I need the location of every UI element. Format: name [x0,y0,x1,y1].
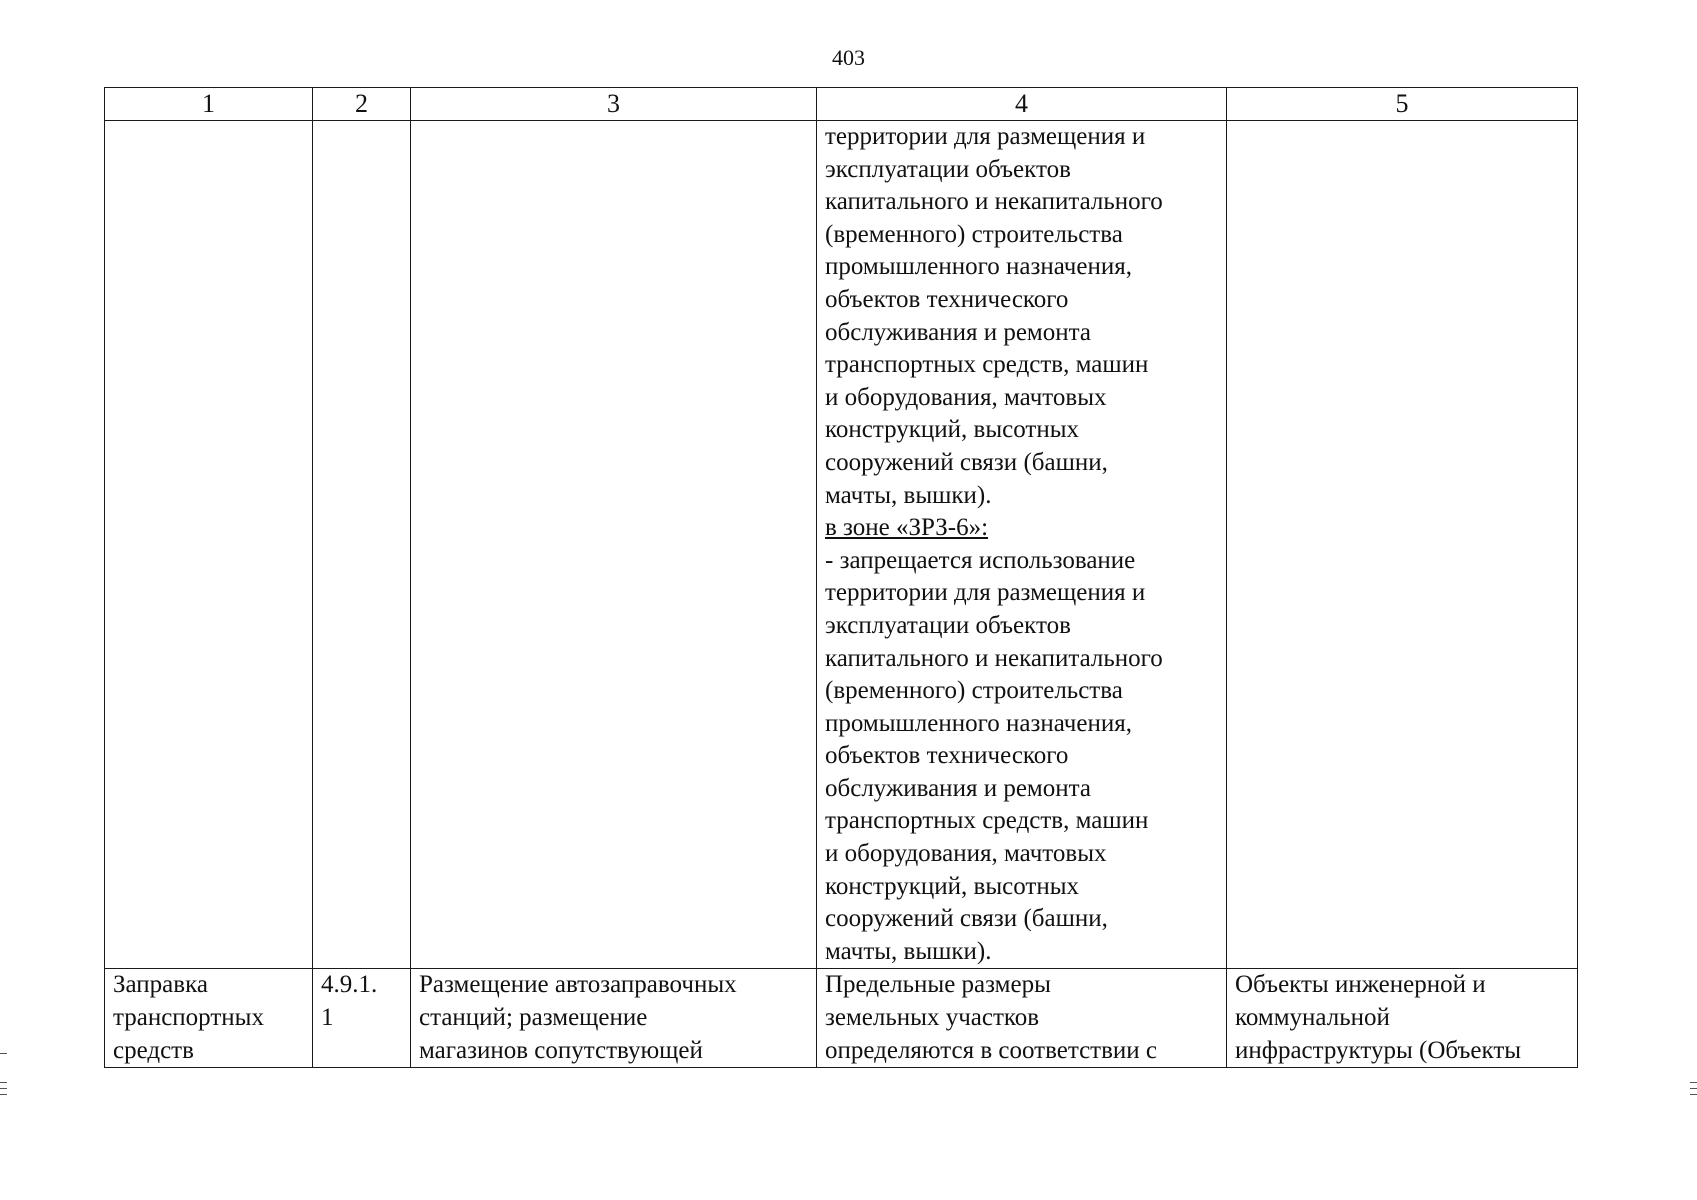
row1-col3 [411,121,817,969]
scan-mark [1690,1088,1697,1089]
row2-col3 [411,969,817,1068]
text-line: транспортных средств, машин [825,351,1149,379]
text-line: промышленного назначения, [825,709,1132,737]
row2-col2 [313,969,411,1068]
row1-col5 [1227,121,1578,969]
header-col-2: 2 [313,88,411,121]
text-line: эксплуатации объектов [825,611,1071,639]
text-line: капитального и некапитального [825,188,1163,216]
row1-col1 [105,121,313,969]
text-line: Объекты инженерной и [1235,971,1486,999]
text-line: (временного) строительства [825,677,1123,705]
text-line: коммунальной [1235,1004,1390,1032]
header-row [105,88,1578,121]
text-line: определяются в соответствии с [825,1036,1158,1064]
text-line: транспортных [113,1004,264,1032]
text-line: обслуживания и ремонта [825,318,1091,346]
regulation-table [104,87,1578,1068]
text-line: мачты, вышки). [825,937,992,965]
text-line: станций; размещение [419,1004,648,1032]
text-line: конструкций, высотных [825,872,1080,900]
scan-mark [1690,1094,1697,1095]
text-line: (временного) строительства [825,220,1123,248]
scan-mark [1690,1082,1697,1083]
text-line: промышленного назначения, [825,253,1132,281]
text-line: территории для размещения и [825,123,1146,150]
row1-col2 [313,121,411,969]
header-col-1: 1 [105,88,313,121]
text-line: сооружений связи (башни, [825,448,1108,476]
text-line: магазинов сопутствующей [419,1036,703,1064]
text-line: капитального и некапитального [825,644,1163,672]
text-line: эксплуатации объектов [825,155,1071,183]
scan-mark [0,1094,7,1095]
header-col-4: 4 [817,88,1227,121]
text-line: объектов технического [825,285,1069,313]
row2-col1 [105,969,313,1068]
scan-mark [0,1088,7,1089]
table-row [105,969,1578,1068]
text-line: сооружений связи (башни, [825,905,1108,933]
scan-mark [0,1053,7,1054]
text-line: Размещение автозаправочных [419,971,737,999]
text-line: Предельные размеры [825,971,1051,999]
page-number: 403 [832,45,865,70]
text-line: мачты, вышки). [825,481,992,509]
text-line: 4.9.1. [321,971,378,999]
header-col-5: 5 [1227,88,1578,121]
table-row [105,121,1578,969]
text-line: земельных участков [825,1004,1040,1032]
text-line: конструкций, высотных [825,416,1080,444]
text-line: территории для размещения и [825,579,1146,607]
text-line: объектов технического [825,742,1069,770]
row1-col4 [817,121,1227,969]
text-line: - запрещается использование [825,546,1136,574]
header-col-3: 3 [411,88,817,121]
zone-heading: в зоне «ЗРЗ-6»: [825,514,989,542]
text-line: и оборудования, мачтовых [825,383,1107,411]
text-line: 1 [321,1004,334,1032]
text-line: транспортных средств, машин [825,807,1149,835]
text-line: и оборудования, мачтовых [825,840,1107,868]
text-line: обслуживания и ремонта [825,774,1091,802]
row2-col4 [817,969,1227,1068]
text-line: Заправка [113,971,208,999]
text-line: средств [113,1036,194,1064]
scan-mark [0,1082,7,1083]
row2-col5 [1227,969,1578,1068]
text-line: инфраструктуры (Объекты [1235,1036,1522,1064]
